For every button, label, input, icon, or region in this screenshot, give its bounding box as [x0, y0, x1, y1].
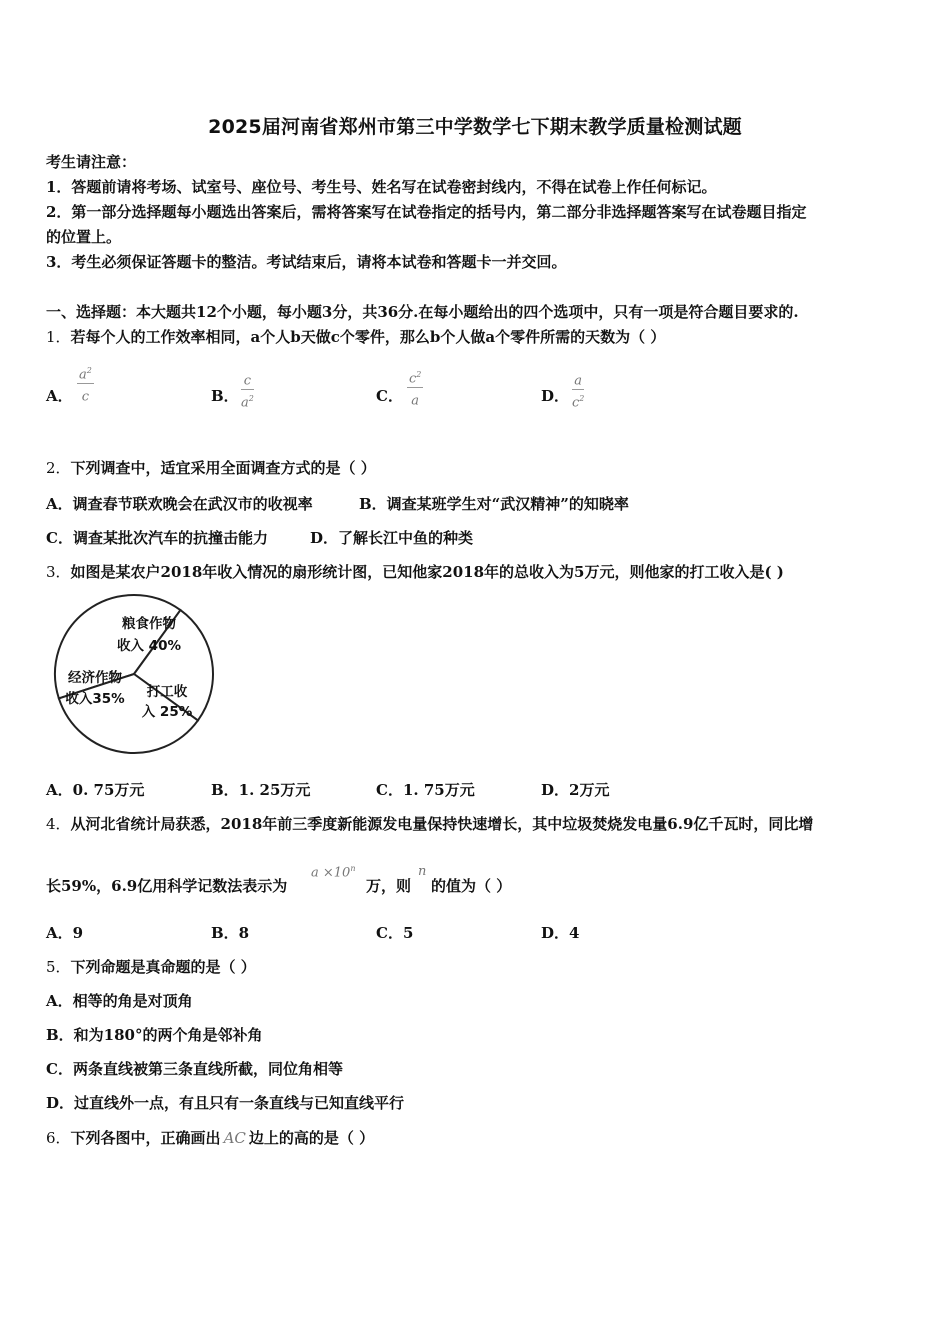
fraction-exponent: 2: [248, 394, 254, 404]
question-text: 从河北省统计局获悉，2018年前三季度新能源发电量保持快速增长，其中垃圾焚烧发电量6.9亿千瓦时，同比增: [70, 815, 814, 833]
q3-option-c: C．1. 75万元: [376, 781, 475, 799]
q5-option-c: C．两条直线被第三条直线所截，同位角相等: [46, 1060, 343, 1078]
variable-ac: AC: [223, 1129, 246, 1147]
fraction-denominator: a: [241, 395, 249, 411]
q1-option-c-label: C．: [376, 387, 403, 405]
question-3: [46, 562, 784, 582]
q5-option-d: D．过直线外一点，有且只有一条直线与已知直线平行: [46, 1094, 405, 1112]
fraction-numerator: a: [79, 367, 87, 383]
pie-label: 打工收: [146, 684, 188, 700]
scientific-notation: $a \times 10^n$: [311, 864, 356, 881]
pie-label: 收入35%: [65, 691, 125, 707]
fraction-numerator: c: [243, 373, 252, 389]
q1-option-d-label: D．: [541, 387, 570, 405]
notice-item-2-cont: 的位置上。: [46, 228, 122, 246]
question-6: [46, 1128, 374, 1148]
question-number: 4．: [46, 815, 71, 833]
q2-option-b: B．调查某班学生对“武汉精神”的知晓率: [359, 495, 629, 513]
q3-option-a: A．0. 75万元: [46, 781, 145, 799]
question-text: 下列调查中，适宜采用全面调查方式的是（ ）: [70, 459, 376, 477]
fraction-exponent: 2: [579, 394, 585, 404]
question-text-cont: 边上的高的是（ ）: [248, 1129, 375, 1147]
q1-option-a-label: A．: [46, 387, 73, 405]
notice-item-2: 2．第一部分选择题每小题选出答案后，需将答案写在试卷指定的括号内，第二部分非选择题答案写在试卷题目指定: [46, 203, 807, 221]
q4-option-a: A．9: [46, 924, 84, 942]
question-4-cont-c: 的值为（ ）: [431, 877, 512, 895]
q4-option-d: D．4: [541, 924, 580, 942]
question-number: 2．: [46, 459, 71, 477]
q3-option-d: D．2万元: [541, 781, 610, 799]
q4-option-b: B．8: [211, 924, 250, 942]
q2-option-a: A．调查春节联欢晚会在武汉市的收视率: [46, 495, 313, 513]
fraction-exponent: 2: [416, 370, 422, 379]
q2-option-c: C．调查某批次汽车的抗撞击能力: [46, 529, 268, 547]
question-1: [46, 327, 665, 347]
question-4-cont-a: 长59%，6.9亿用科学记数法表示为: [46, 877, 288, 895]
q1-option-c-fraction: [407, 366, 423, 410]
q4-option-c: C．5: [376, 924, 414, 942]
question-text: 下列命题是真命题的是（ ）: [70, 958, 256, 976]
pie-label: 收入 40%: [116, 638, 182, 654]
q1-option-a-fraction: [77, 362, 94, 406]
section-heading: 一、选择题：本大题共12个小题，每小题3分，共36分.在每小题给出的四个选项中，只有一项是符合题目要求的.: [46, 303, 799, 321]
fraction-denominator: a: [411, 393, 420, 409]
income-pie-chart: [47, 593, 222, 758]
pie-label: 经济作物: [68, 670, 122, 686]
question-4: [46, 814, 813, 834]
q2-option-d: D．了解长江中鱼的种类: [310, 529, 474, 547]
pie-label: 粮食作物: [122, 616, 176, 632]
q1-option-b-label: B．: [211, 387, 239, 405]
fraction-denominator: c: [572, 395, 580, 411]
q5-option-a: A．相等的角是对顶角: [46, 992, 193, 1010]
fraction-exponent: 2: [86, 366, 92, 375]
question-number: 6．: [46, 1129, 71, 1147]
notice-item-1: 1．答题前请将考场、试室号、座位号、考生号、姓名写在试卷密封线内，不得在试卷上作任何标记。: [46, 178, 717, 196]
fraction-denominator: c: [81, 389, 90, 405]
question-text: 若每个人的工作效率相同，a个人b天做c个零件，那么b个人做a个零件所需的天数为（ ）: [70, 328, 666, 346]
question-text: 如图是某农户2018年收入情况的扇形统计图，已知他家2018年的总收入为5万元，则他家的打工收入是( ): [70, 563, 784, 581]
question-5: [46, 957, 256, 977]
exam-title: 2025届河南省郑州市第三中学数学七下期末教学质量检测试题: [208, 116, 742, 138]
q1-option-b-fraction: [241, 368, 254, 412]
question-number: 5．: [46, 958, 71, 976]
question-2: [46, 458, 376, 478]
fraction-numerator: a: [574, 373, 583, 389]
notice-item-3: 3．考生必须保证答题卡的整洁。考试结束后，请将本试卷和答题卡一并交回。: [46, 253, 567, 271]
q1-option-d-fraction: [572, 368, 584, 412]
q3-option-b: B．1. 25万元: [211, 781, 311, 799]
q5-option-b: B．和为180°的两个角是邻补角: [46, 1026, 263, 1044]
variable-n: n: [418, 864, 427, 879]
question-text: 下列各图中，正确画出: [70, 1129, 221, 1147]
exponent: n: [350, 864, 356, 873]
fraction-numerator: c: [409, 371, 417, 387]
notice-heading: 考生请注意：: [46, 153, 137, 171]
question-number: 1．: [46, 328, 71, 346]
question-number: 3．: [46, 563, 71, 581]
pie-label: 入 25%: [141, 704, 193, 720]
question-4-cont-b: 万，则: [366, 877, 412, 895]
